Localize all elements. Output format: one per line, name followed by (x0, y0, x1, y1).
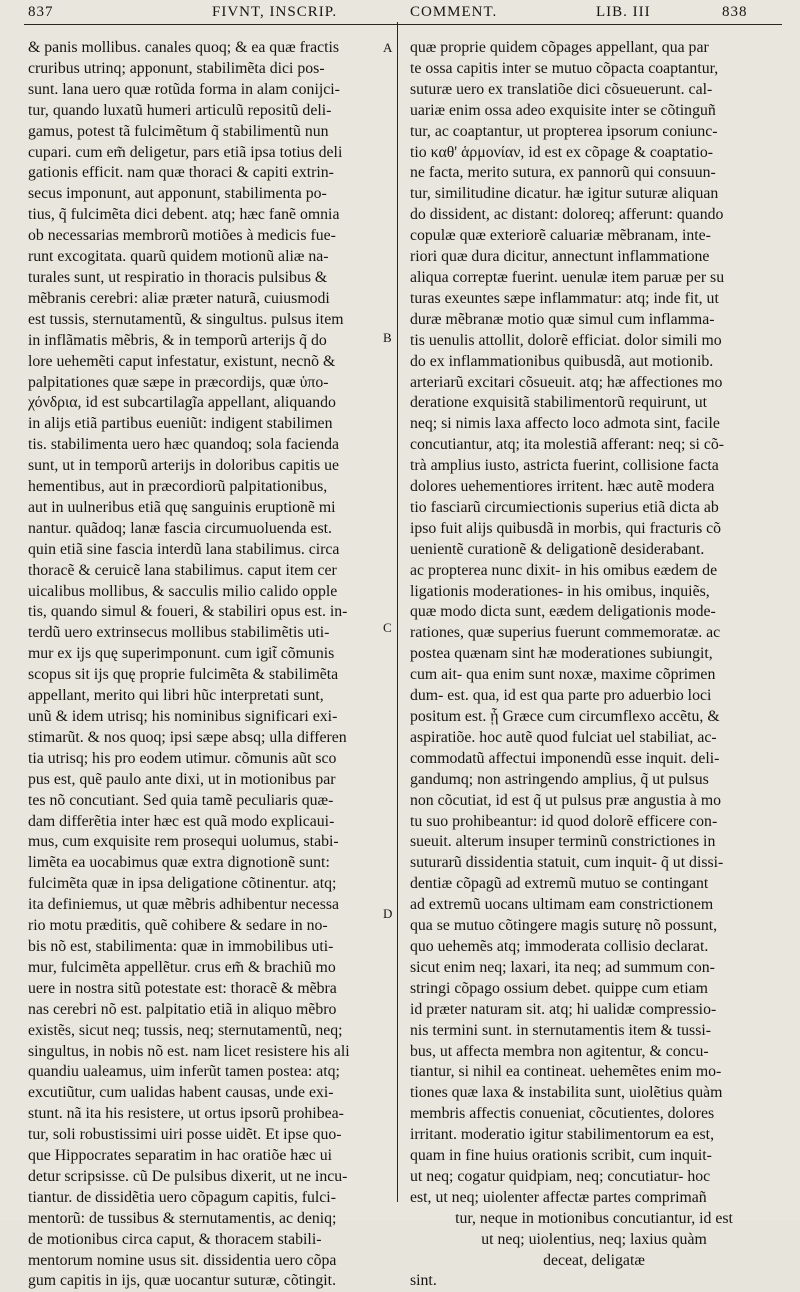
text-line: in alijs etiã partibus eueniũt: indigent stabilimen (28, 415, 333, 433)
text-line: stringi cõpago ossium debet. quippe cum etiam (410, 979, 708, 997)
text-line: quo uehemẽs atq; immoderata collisio declarat. (410, 937, 709, 955)
text-line: do ex inflammationibus quibusdã, aut motionib. (410, 352, 714, 370)
text-line: palpitationes quæ sæpe in præcordijs, quæ ὑπο- (28, 373, 329, 391)
text-line: gandumq; non astringendo amplius, q̃ ut pulsus (410, 770, 709, 788)
text-line: dolores uehementiores irritent. hæc autẽ modera (410, 478, 715, 496)
text-line: cruribus utrinq; apponunt, stabilimẽta dici pos- (28, 59, 325, 77)
text-line: terdũ uero extrinsecus mollibus stabilimẽtis uti- (28, 624, 330, 642)
right-text-column (410, 38, 778, 1292)
text-line: singultus, in nobis nõ est. nam licet resistere his ali (28, 1042, 350, 1060)
text-line: tur, quando luxatũ humeri articulũ repositũ deli- (28, 101, 332, 119)
text-line: riori quæ dura dicitur, annectunt inflammatione (410, 248, 710, 266)
left-text-column (28, 38, 388, 1292)
text-line: cum ait- qua enim sunt noxæ, maxime cõprimen (410, 666, 716, 684)
text-line: scopus sit ijs quę proprie fulcimẽta & stabilimẽta (28, 666, 339, 684)
text-line: rationes, quæ superius fuerunt commemoratæ. ac (410, 624, 721, 642)
text-line: dentiæ cõpagũ ad extremũ mutuo se contingant (410, 875, 709, 893)
text-line: tur, ac coaptantur, ut propterea ipsorum coniunc- (410, 122, 718, 140)
text-line: duræ mẽbranæ motio quæ simul cum inflamma- (410, 310, 715, 328)
text-line: deratione exquisitã stabilimentorũ requirunt, ut (410, 394, 707, 412)
text-line: appellant, merito qui libri hũc interpretati sunt, (28, 687, 324, 705)
text-line: excutiũtur, cum ualidas habent causas, unde exi- (28, 1084, 334, 1102)
text-line: id præter naturam sit. atq; hi ualidæ compressio- (410, 1000, 717, 1018)
text-line: in inflãmatis mẽbris, & in temporũ arterijs q̃ do (28, 331, 327, 349)
text-line: dam differẽtia inter hæc est quã modo explicaui- (28, 812, 335, 830)
text-line: mus, cum exquisite rem prosequi uolumus, stabi- (28, 833, 339, 851)
text-line: unũ & idem utrisq; his nominibus significari exi- (28, 708, 338, 725)
text-line: membris affectis conueniat, cõcutientes, dolores (410, 1105, 715, 1123)
text-line: dum- est. qua, id est qua parte pro aduerbio loci (410, 687, 712, 705)
text-line: suturarũ dissidentia statuit, cum inquit- q̃ ut dissi- (410, 854, 724, 872)
text-line: aliqua correptæ fuerint. uenulæ item paruæ per su (410, 268, 725, 286)
text-line: quandiu ualeamus, uim inferũt tamen postea: atq; (28, 1063, 340, 1081)
text-line: est tussis, sternutamentũ, & singultus. pulsus item (28, 310, 344, 328)
text-line: postea quænam sint hæ moderationes subiungit, (410, 645, 713, 663)
text-line: positum est. ᾗ Græce cum circumflexo accẽtu, & (410, 708, 720, 725)
text-line: & panis mollibus. canales quoq; & ea quæ fractis (28, 39, 340, 56)
text-line: mentorũ: de tussibus & sternutamentis, ac deniq; (28, 1209, 337, 1227)
text-line: quin etiã sine fascia interdũ lana stabilimus. circa (28, 540, 340, 558)
margin-marker-d: D (383, 906, 393, 921)
text-line: turales sunt, ut respiratio in thoracis pulsibus & (28, 268, 328, 286)
text-line: commodatũ affectui imponendũ esse inquit. deli- (410, 749, 720, 767)
text-line: stimarũt. & nos quoq; ipsi sæpe absq; ulla differen (28, 728, 347, 746)
text-line: sueuit. alterum insuper terminũ constrictiones in (410, 833, 716, 851)
text-line: tis. stabilimenta uero hæc quandoq; sola facienda (28, 436, 340, 454)
text-line: ita definiemus, ut quæ mẽbris adhibentur necessa (28, 896, 340, 914)
text-line: nas cerebri nõ est. palpitatio etiã in aliquo mẽbro (28, 1000, 337, 1018)
text-line: do dissident, ac distant: doloreq; afferunt: quando (410, 206, 724, 224)
text-line: qua se mutuo cõtingere magis suturę nõ possunt, (410, 917, 718, 935)
text-line: hementibus, aut in præcordiorũ palpitationibus, (28, 478, 328, 496)
text-line: ad extremũ uocans ultimam eam constrictionem (410, 896, 714, 914)
text-line: turas exeuntes sæpe inflammatur: atq; inde fit, ut (410, 289, 719, 307)
text-line: te ossa capitis inter se mutuo cõpacta coaptantur, (410, 59, 719, 77)
text-line: nis termini sunt. in sternutamentis item & tussi- (410, 1021, 711, 1039)
text-line: bus, ut affecta membra non agitentur, & concu- (410, 1042, 709, 1060)
text-line: tu suo prohibeantur: id quod dolorẽ efficere con- (410, 812, 718, 830)
text-line: uere in nostra sitũ potestate est: thoracẽ & mẽbra (28, 979, 337, 997)
text-line: quæ modo dicta sunt, eædem deligationis mode- (410, 603, 716, 621)
text-line: quam in fine huius orationis scribit, cum inquit- (410, 1147, 712, 1165)
text-line: fulcimẽta quæ in ipsa deligatione cõtinentur. atq; (28, 875, 337, 893)
header-rule (24, 24, 782, 25)
text-line: gum capitis in ijs, quæ uocantur suturæ, cõtingit. (28, 1272, 337, 1290)
text-line: limẽta ea uocabimus quæ extra dignotionẽ sunt: (28, 854, 330, 872)
column-divider (397, 22, 398, 1202)
text-line: cupari. cum em̃ deligetur, pars etiã ipsa totius deli (28, 143, 343, 161)
text-line: tis, quando simul & foueri, & stabiliri opus est. in- (28, 603, 348, 621)
text-line: deceat, deligatæ (543, 1251, 645, 1269)
text-line: mentorum nomine usus sit. dissidentia uero cõpa (28, 1251, 337, 1269)
text-line: uicalibus mollibus, & sacculis milio calido opple (28, 582, 338, 600)
text-line: mẽbranis cerebri: aliæ præter naturã, cuiusmodi (28, 289, 330, 307)
text-line: concutiantur, atq; ita molestiã afferant: neq; si cõ- (410, 436, 725, 454)
text-line: tio fasciarũ circumiectionis superius etiã dicta ab (410, 498, 719, 516)
text-line: arteriarũ excitari cõsueuit. atq; hæ affectiones mo (410, 373, 723, 391)
text-line: sint. (410, 1272, 437, 1290)
text-line: uenientẽ curationẽ & deligationẽ desiderabant. (410, 540, 705, 558)
text-line: tur, soli robustissimi uiri posse uidẽt. Et ipse quo- (28, 1126, 342, 1144)
text-line: ipso fuit alijs quibusdã in morbis, qui fracturis cõ (410, 519, 722, 537)
margin-marker-c: C (383, 620, 392, 635)
text-line: gationis efficit. nam quæ thoraci & capiti extrin- (28, 164, 334, 182)
text-line: mur, fulcimẽta appellẽtur. crus em̃ & brachiũ mo (28, 958, 336, 976)
text-line: ac propterea nunc dixit- in his omibus eædem de (410, 561, 718, 579)
text-line: tius, q̃ fulcimẽta dici debent. atq; hæc fanẽ omnia (28, 206, 340, 224)
text-line: que Hippocrates separatim in hac oratiõe hæc ui (28, 1147, 332, 1165)
text-line: ut neq; cogatur quidpiam, neq; concutiatur- hoc (410, 1167, 711, 1185)
text-line: sunt. lana uero quæ rotũda forma in alam conijci- (28, 80, 340, 98)
running-head-right: COMMENT. (410, 4, 498, 20)
text-line: est, ut neq; uiolenter affectæ partes comprimañ (410, 1188, 707, 1206)
text-line: tur, neque in motionibus concutiantur, id est (455, 1209, 733, 1227)
text-line: runt excogitata. quarũ quidem motionũ aliæ na- (28, 248, 329, 266)
text-line: tiones quæ laxa & instabilita sunt, uiolẽtius quàm (410, 1084, 723, 1102)
text-line: secus imponunt, aut apponunt, stabilimenta po- (28, 185, 327, 203)
text-line: aut in uulneribus etiã quę sanguinis eruptionẽ mi (28, 498, 336, 516)
text-line: nantur. quãdoq; lanæ fascia circumuoluenda est. (28, 519, 332, 537)
text-line: thoracẽ & ceruicẽ lana stabilimus. caput item cer (28, 561, 337, 579)
text-line: rio motu præditis, quẽ cohibere & sedare in no- (28, 917, 328, 935)
text-line: bis nõ est, stabilimenta: quæ in immobilibus uti- (28, 937, 334, 955)
text-line: suturæ uero ex translatiõe dici cõsueuerunt. cal- (410, 80, 713, 98)
text-line: pus est, quẽ paulo ante dixi, ut in motionibus par (28, 770, 336, 788)
text-line: stunt. nã ita his resistere, ut ortus ipsorũ prohibea- (28, 1105, 344, 1123)
text-line: copulæ quæ exteriorẽ caluariæ mẽbranam, inte- (410, 227, 711, 245)
text-line: uariæ enim ossa adeo exquisite inter se cõtinguñ (410, 101, 716, 119)
text-line: tia utrisq; his pro eodem utimur. cõmunis aũt sco (28, 749, 337, 767)
text-line: trà amplius iusto, astricta fuerint, collisione facta (410, 457, 719, 475)
margin-marker-a: A (383, 40, 393, 55)
text-line: non cõcutiat, id est q̃ ut pulsus præ angustia à mo (410, 791, 722, 809)
text-line: tur, similitudine dicatur. hæ igitur suturæ aliquan (410, 185, 719, 203)
text-line: χόνδρια, id est subcartilagĩa appellant, aliquando (28, 394, 336, 412)
text-line: tiantur. de dissidẽtia uero cõpagum capitis, fulci- (28, 1188, 336, 1206)
text-line: tes nõ concutiant. Sed quia tamẽ peculiaris quæ- (28, 791, 334, 809)
text-line: ut neq; uiolentius, neq; laxius quàm (481, 1230, 707, 1248)
text-line: lore uehemẽti caput infestatur, existunt, necnõ & (28, 352, 336, 370)
text-line: tis uenulis attollit, dolorẽ efficiat. dolor simili mo (410, 331, 722, 349)
page-number-left: 837 (28, 4, 54, 20)
running-head-book: LIB. III (596, 4, 651, 20)
text-line: tiantur, si nihil ea contineat. uehemẽtes enim mo- (410, 1063, 722, 1081)
text-line: sunt, ut in temporũ arterijs in doloribus capitis ue (28, 457, 340, 475)
text-line: detur scripsisse. cũ De pulsibus dixerit, ut ne incu- (28, 1167, 348, 1185)
text-line: ligationis moderationes- in his omibus, inquiẽs, (410, 582, 710, 600)
text-line: mur ex ijs quę superimponunt. cum igit̃ cõmunis (28, 645, 335, 663)
text-line: ob necessarias membrorũ motiões à medicis fue- (28, 227, 336, 245)
text-line: existẽs, sicut neq; tussis, neq; sternutamentũ, neq; (28, 1021, 343, 1039)
text-line: quæ proprie quidem cõpages appellant, qua par (410, 39, 709, 56)
text-line: gamus, potest tã fulcimẽtum q̃ stabilimentũ nun (28, 122, 329, 140)
page-number-right: 838 (722, 4, 748, 20)
running-head-left: FIVNT, INSCRIP. (212, 4, 338, 20)
text-line: neq; si nimis laxa affecto loco admota sint, facile (410, 415, 720, 433)
text-line: ne facta, merito sutura, ex pannorũ qui consuun- (410, 164, 716, 182)
text-line: irritant. moderatio igitur stabilimentorum ea est, (410, 1126, 715, 1144)
text-line: de motionibus circa caput, & thoracem stabili- (28, 1230, 322, 1248)
text-line: tio καθ' ἁρμονίαν, id est ex cõpage & coaptatio- (410, 143, 713, 161)
running-header (0, 0, 800, 40)
text-line: sicut enim neq; laxari, ita neq; ad summum con- (410, 958, 715, 976)
text-line: aspiratiõe. hoc autẽ quod fulciat uel stabiliat, ac- (410, 728, 717, 746)
margin-marker-b: B (383, 330, 392, 345)
